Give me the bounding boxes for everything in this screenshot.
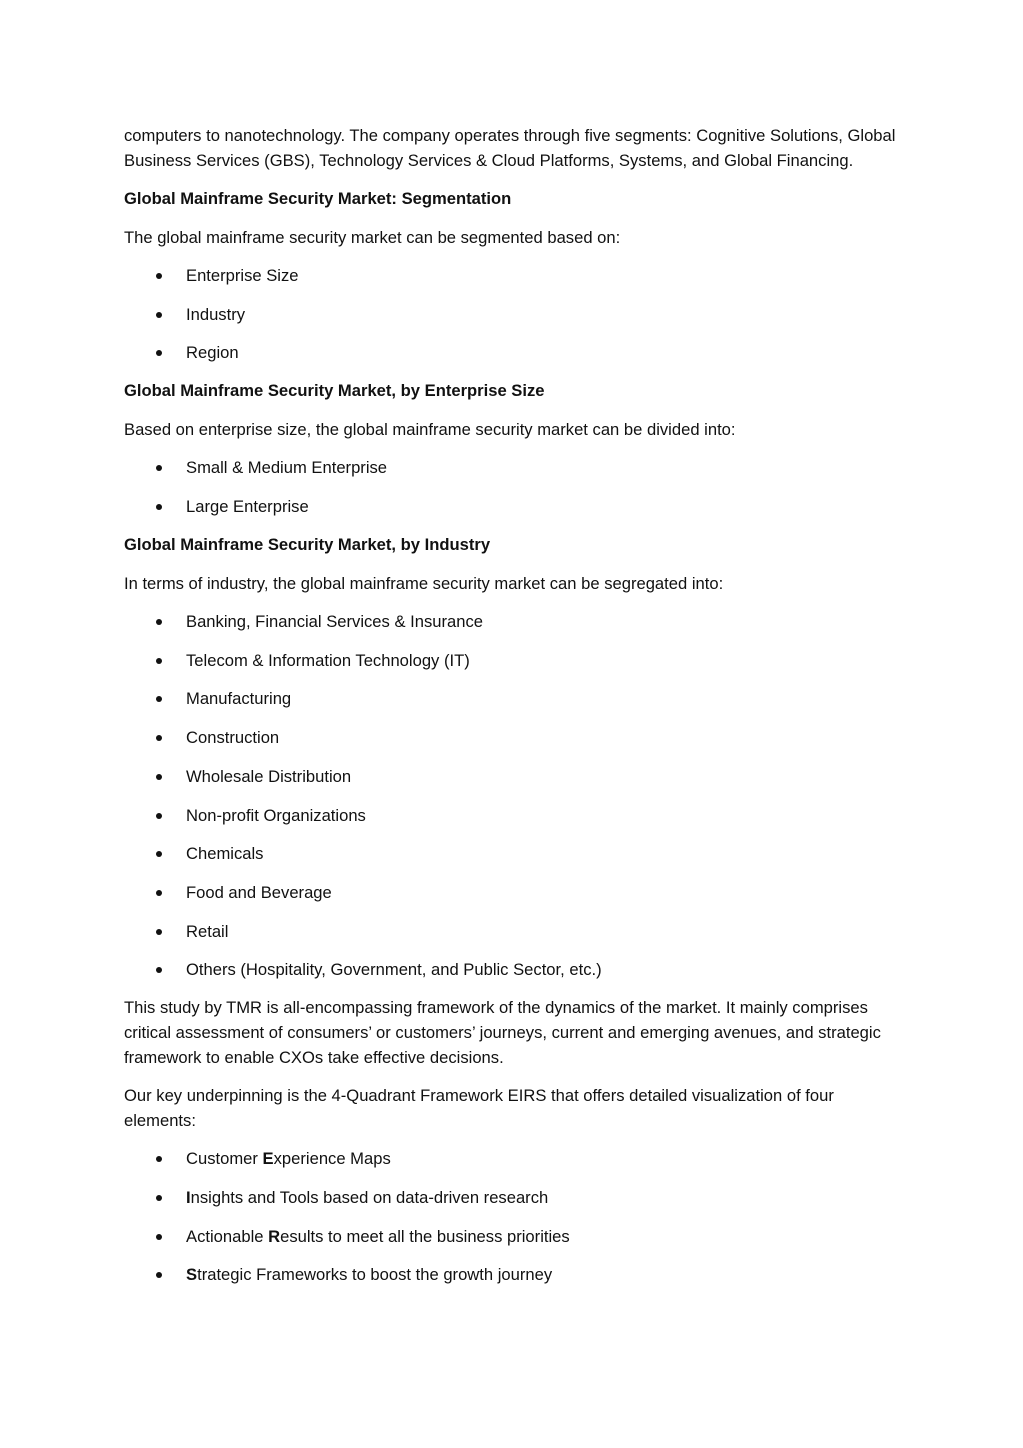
- industry-list: [124, 609, 904, 982]
- bullet-icon: [156, 312, 162, 318]
- segmentation-paragraph: The global mainframe security market can be segmented based on:: [124, 228, 621, 247]
- bullet-icon: [156, 619, 162, 625]
- list-item: [124, 803, 904, 828]
- bullet-icon: [156, 890, 162, 896]
- list-item: [124, 841, 904, 866]
- bullet-icon: [156, 1195, 162, 1201]
- list-item: [124, 455, 904, 480]
- document-page: [124, 123, 904, 1300]
- bullet-icon: [156, 967, 162, 973]
- list-item-label: Large Enterprise: [186, 497, 309, 517]
- bullet-icon: [156, 774, 162, 780]
- bullet-icon: [156, 851, 162, 857]
- segmentation-heading: Global Mainframe Security Market: Segmentation: [124, 189, 512, 208]
- list-item-label: Wholesale Distribution: [186, 766, 352, 786]
- list-item: [124, 725, 904, 750]
- bullet-icon: [156, 929, 162, 935]
- list-item-prefix: Customer: [186, 1149, 263, 1169]
- list-item: [124, 302, 904, 327]
- list-item-label: Small & Medium Enterprise: [186, 458, 388, 478]
- bullet-icon: [156, 350, 162, 356]
- bullet-icon: [156, 735, 162, 741]
- bullet-icon: [156, 1272, 162, 1278]
- list-item-suffix: esults to meet all the business priorities: [280, 1226, 570, 1246]
- intro-paragraph: computers to nanotechnology. The company operates through five segments: Cognitive Solutions, Global Business Services (GBS), Technology Services & Cloud Platforms, Systems, and Global Financing.: [124, 126, 896, 170]
- list-item-label: Chemicals: [186, 844, 264, 864]
- list-item-label: Telecom & Information Technology (IT): [186, 650, 470, 670]
- list-item-label: Industry: [186, 304, 246, 324]
- bullet-icon: [156, 658, 162, 664]
- list-item-label: Construction: [186, 728, 280, 748]
- bullet-icon: [156, 696, 162, 702]
- bullet-icon: [156, 1156, 162, 1162]
- list-item: [124, 957, 904, 982]
- list-item-label: Retail: [186, 921, 229, 941]
- enterprise-paragraph: Based on enterprise size, the global mainframe security market can be divided into:: [124, 420, 736, 440]
- list-item-initial: S: [186, 1265, 198, 1285]
- bullet-icon: [156, 273, 162, 279]
- list-item: [124, 340, 904, 365]
- enterprise-heading: Global Mainframe Security Market, by Enterprise Size: [124, 381, 545, 401]
- list-item-prefix: Actionable: [186, 1226, 269, 1246]
- segmentation-list: [124, 263, 904, 365]
- bullet-icon: [156, 813, 162, 819]
- study-paragraph: This study by TMR is all-encompassing framework of the dynamics of the market. It mainly comprises critical assessment of consumers’ or customers’ journeys, current and emerging avenues, and strategic framework to enable CXOs take effective decisions.: [124, 998, 881, 1068]
- list-item: [124, 1185, 904, 1210]
- list-item: [124, 880, 904, 905]
- list-item-label: Banking, Financial Services & Insurance: [186, 612, 483, 632]
- list-item-suffix: xperience Maps: [273, 1149, 391, 1169]
- list-item: [124, 1262, 904, 1287]
- list-item: [124, 919, 904, 944]
- industry-heading: Global Mainframe Security Market, by Industry: [124, 535, 491, 555]
- bullet-icon: [156, 504, 162, 510]
- list-item-label: Others (Hospitality, Government, and Public Sector, etc.): [186, 960, 602, 980]
- list-item-label: Enterprise Size: [186, 266, 299, 285]
- list-item: [124, 494, 904, 519]
- industry-paragraph: In terms of industry, the global mainframe security market can be segregated into:: [124, 574, 724, 594]
- list-item: [124, 686, 904, 711]
- framework-list: [124, 1146, 904, 1287]
- list-item-label: Non-profit Organizations: [186, 805, 366, 825]
- bullet-icon: [156, 465, 162, 471]
- bullet-icon: [156, 1234, 162, 1240]
- list-item-initial: E: [262, 1149, 274, 1169]
- framework-paragraph: Our key underpinning is the 4-Quadrant Framework EIRS that offers detailed visualization of four elements:: [124, 1086, 834, 1131]
- list-item-initial: R: [268, 1226, 281, 1246]
- list-item: [124, 1224, 904, 1249]
- list-item: [124, 609, 904, 634]
- list-item-label: Food and Beverage: [186, 882, 332, 902]
- list-item: [124, 263, 904, 288]
- list-item-suffix: trategic Frameworks to boost the growth journey: [197, 1265, 553, 1285]
- list-item: [124, 764, 904, 789]
- enterprise-list: [124, 455, 904, 519]
- list-item-label: Manufacturing: [186, 689, 292, 709]
- list-item-initial: I: [186, 1187, 191, 1207]
- list-item-suffix: nsights and Tools based on data-driven research: [190, 1187, 549, 1207]
- list-item: [124, 1146, 904, 1171]
- list-item: [124, 648, 904, 673]
- list-item-label: Region: [186, 343, 239, 363]
